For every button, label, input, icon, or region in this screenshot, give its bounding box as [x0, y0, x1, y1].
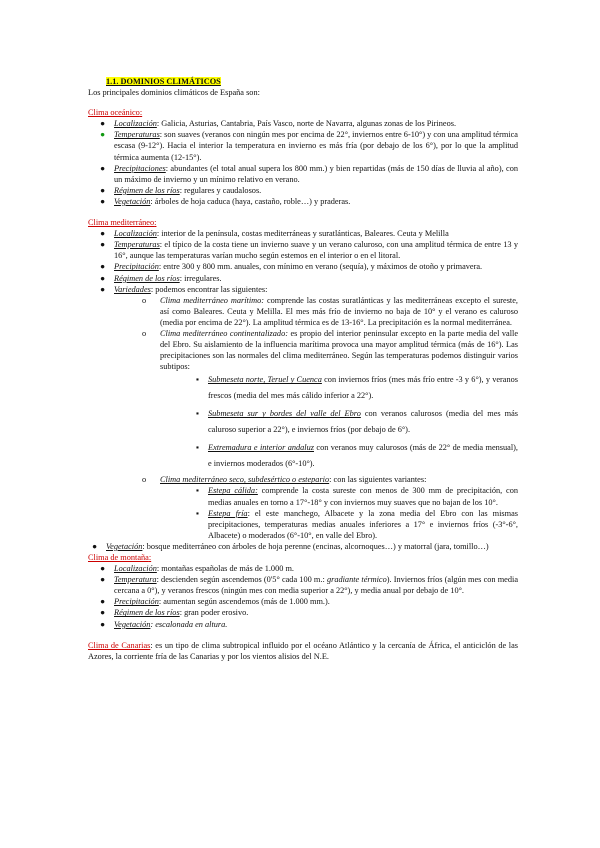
heading-oceanico: Clima oceánico:: [88, 108, 143, 118]
list-item: ● Temperatura: descienden según ascendemos (0'5° cada 100 m.: gradiante térmico). Inviernos fríos (algún mes con media cercana a 0°), y veranos frescos (ningún mes con media superior a 22°), y media anual por debajo de 10°.: [100, 575, 519, 596]
list-item: ● Temperaturas: son suaves (veranos con ningún mes por encima de 22°, inviernos entre 6-10°) y con una amplitud térmica escasa (9-12°). Hacia el interior la temperatura en invierno es más fría (por debajo de los 6°), por lo que la amplitud térmica aumenta (12-15°).: [100, 130, 518, 162]
bullet-icon: ●: [100, 229, 106, 239]
list-item: ▪ Estepa fría: el este manchego, Albacete y la zona media del Ebro con las mismas precipitaciones, temperaturas medias anuales inferiores a 17° e inviernos fríos (-3°-6°, Albacete) o moderados (6°-10°, en valle del Ebro).: [196, 508, 518, 540]
list-item: ● Régimen de los ríos: gran poder erosivo.: [100, 608, 249, 618]
list-item: ● Localización: montañas españolas de más de 1.000 m.: [100, 564, 294, 574]
list-item: ● Localización: interior de la península, costas mediterráneas y suratlánticas, Baleares. Ceuta y Melilla: [100, 229, 449, 239]
document-page: [88, 76, 518, 662]
bullet-icon: ●: [100, 119, 106, 129]
list-item: ● Precipitación: entre 300 y 800 mm. anuales, con mínimo en verano (sequía), y máximos de otoño y primavera.: [100, 262, 483, 272]
bullet-icon: ●: [100, 575, 106, 585]
heading-canarias: Clima de Canarias: [88, 640, 151, 650]
list-item: ▪ Submeseta norte, Teruel y Cuenca con inviernos fríos (mes más frío entre -3 y 6°), y veranos frescos (media del mes más cálido inferior a 22°).: [190, 372, 518, 403]
list-item: ● Temperaturas: el típico de la costa tiene un invierno suave y un verano caluroso, con una amplitud térmica de entre 13 y 16°, aunque las temperaturas varían mucho según estemos en el interior o en el litoral.: [100, 240, 518, 261]
square-bullet-icon: ▪: [196, 486, 199, 496]
bullet-icon: ●: [100, 564, 106, 574]
bullet-icon: ●: [100, 185, 106, 195]
circle-bullet-icon: o: [142, 295, 147, 305]
list-item: ● Precipitaciones: abundantes (el total anual supera los 800 mm.) y bien repartidas (más de 150 días de lluvia al año), con un máximo de invierno y un mínimo relativo en verano.: [100, 163, 518, 184]
square-bullet-icon: ▪: [196, 409, 199, 419]
list-item: ▪ Submeseta sur y bordes del valle del Ebro con veranos calurosos (media del mes más caluroso superior a 22°), e inviernos fríos (por debajo de 6°).: [190, 406, 518, 437]
bullet-icon: ●: [100, 240, 106, 250]
bullet-icon: ●: [100, 608, 106, 618]
list-item: o Clima mediterráneo continentalizado: es propio del interior peninsular excepto en la parte media del valle del Ebro. Su aislamiento de la influencia marítima provoca una mayor amplitud térmica (más de 16°). Las precipitaciones son las normales del clima mediterráneo. Según las temperaturas podemos distinguir varios subtipos: ▪ Submeseta norte, Teruel y Cuenca con inviernos fríos (mes más frío entre -3 y 6°), y veranos frescos (media del mes más cálido inferior a 22°). ▪ Submeseta sur y bordes del valle del Ebro con veranos calurosos (media del mes más caluroso superior a 22°), e inviernos fríos (por debajo de 6°). ▪ Extremadura e interior andaluz con veranos muy calurosos (más de 22° de media mensual), e inviernos moderados (6°-10°).: [134, 328, 518, 471]
estepas-list: [160, 485, 518, 540]
bullet-icon: ●: [100, 284, 106, 294]
bullet-icon: ●: [100, 262, 106, 272]
canarias-paragraph: Clima de Canarias: es un tipo de clima subtropical influido por el océano Atlántico y la cercanía de África, el anticiclón de las Azores, la corriente fría de las Canarias y por los vientos alisios del N.E.: [88, 640, 518, 661]
list-item: ● Régimen de los ríos: irregulares.: [100, 273, 222, 283]
list-item: ▪ Extremadura e interior andaluz con veranos muy calurosos (más de 22° de media mensual), e inviernos moderados (6°-10°).: [190, 440, 518, 471]
list-item: o Clima mediterráneo seco, subdesértico o estepario: con las siguientes variantes: ▪ Estepa cálida: comprende la costa sureste con menos de 300 mm de precipitación, con medias anuales en torno a 17°-18° y con inviernos muy suaves que no bajan de los 10°. ▪ Estepa fría: el este manchego, Albacete y la zona media del Ebro con las mismas precipitaciones, temperaturas medias anuales inferiores a 17° e inviernos fríos (-3°-6°, Albacete) o moderados (6°-10°, en valle del Ebro).: [142, 475, 518, 540]
montana-list: [88, 563, 518, 630]
heading-montana: Clima de montaña:: [88, 553, 152, 562]
heading-mediterraneo: Clima mediterráneo:: [88, 218, 157, 228]
bullet-icon: ●: [100, 196, 106, 206]
intro-text: Los principales dominios climáticos de España son:: [88, 88, 260, 98]
list-item: ● Precipitación: aumentan según ascendemos (más de 1.000 mm.).: [100, 597, 330, 607]
list-item: ● Vegetación: escalonada en altura.: [100, 619, 228, 629]
bullet-icon: ●: [100, 597, 106, 607]
bullet-icon: ●: [92, 541, 98, 551]
section-heading: 1.1. DOMINIOS CLIMÁTICOS: [106, 77, 221, 86]
list-item: ● Localización: Galicia, Asturias, Cantabria, País Vasco, norte de Navarra, algunas zonas de los Pirineos.: [100, 119, 457, 129]
mediterraneo-list: [88, 228, 518, 552]
bullet-icon: ●: [100, 273, 106, 283]
bullet-icon: ●: [100, 619, 106, 629]
variedades-list: [114, 295, 518, 541]
bullet-icon: ●: [100, 130, 106, 140]
list-item: ● Régimen de los ríos: regulares y caudalosos.: [100, 185, 262, 195]
square-bullet-icon: ▪: [196, 443, 199, 453]
list-item: ● Variedades: podemos encontrar las siguientes: o Clima mediterráneo marítimo: comprende las costas suratlánticas y las mediterráneas excepto el sureste, así como Baleares. Ceuta y Melilla. El mes más frío de invierno no baja de 10° y el verano es caluroso (media por encima de 22°). La amplitud térmica es de 13-16°. La precipitación es la normal mediterránea. o Clima mediterráneo continentalizado: es propio del interior peninsular excepto en la parte media del valle del Ebro. Su aislamiento de la influencia marítima provoca una mayor amplitud térmica (más de 16°). Las precipitaciones son las normales del clima mediterráneo. Según las temperaturas podemos distinguir varios subtipos: ▪ Submeseta norte, Teruel y Cuenca con inviernos fríos (mes más frío entre -3 y 6°), y veranos frescos (media del mes más cálido inferior a 22°). ▪ Submeseta sur y bordes del valle del Ebro con veranos calurosos (media del mes más caluroso superior a 22°), e inviernos fríos (por debajo de 6°). ▪ Extremadura e interior andaluz con veranos muy calurosos (más de 22° de media mensual), e inviernos moderados (6°-10°). o Clima mediterráneo seco, subdesértico o estepario: con las siguientes variantes: ▪ Estepa cálida: comprende la costa sureste con menos de 300 mm de precipitación, con medias anuales en torno a 17°-18° y con inviernos muy suaves que no bajan de los 10°. ▪ Estepa fría: el este manchego, Albacete y la zona media del Ebro con las mismas precipitaciones, temperaturas medias anuales inferiores a 17° e inviernos fríos (-3°-6°, Albacete) o moderados (6°-10°, en valle del Ebro).: [100, 284, 518, 540]
square-bullet-icon: ▪: [196, 375, 199, 385]
circle-bullet-icon: o: [142, 328, 147, 338]
oceanico-list: [88, 118, 518, 207]
circle-bullet-icon: o: [142, 475, 147, 485]
square-bullet-icon: ▪: [196, 508, 199, 518]
bullet-icon: ●: [100, 163, 106, 173]
subtipos-list: [160, 372, 518, 471]
list-item: o Clima mediterráneo marítimo: comprende las costas suratlánticas y las mediterráneas excepto el sureste, así como Baleares. Ceuta y Melilla. El mes más frío de invierno no baja de 10° y el verano es caluroso (media por encima de 22°). La amplitud térmica es de 13-16°. La precipitación es la normal mediterránea.: [142, 295, 518, 327]
list-item: ▪ Estepa cálida: comprende la costa sureste con menos de 300 mm de precipitación, con medias anuales en torno a 17°-18° y con inviernos muy suaves que no bajan de los 10°.: [196, 486, 518, 507]
list-item: ● Vegetación: árboles de hoja caduca (haya, castaño, roble…) y praderas.: [100, 196, 351, 206]
list-item: ● Vegetación: bosque mediterráneo con árboles de hoja perenne (encinas, alcornoques…) y matorral (jara, tomillo…): [92, 541, 489, 551]
